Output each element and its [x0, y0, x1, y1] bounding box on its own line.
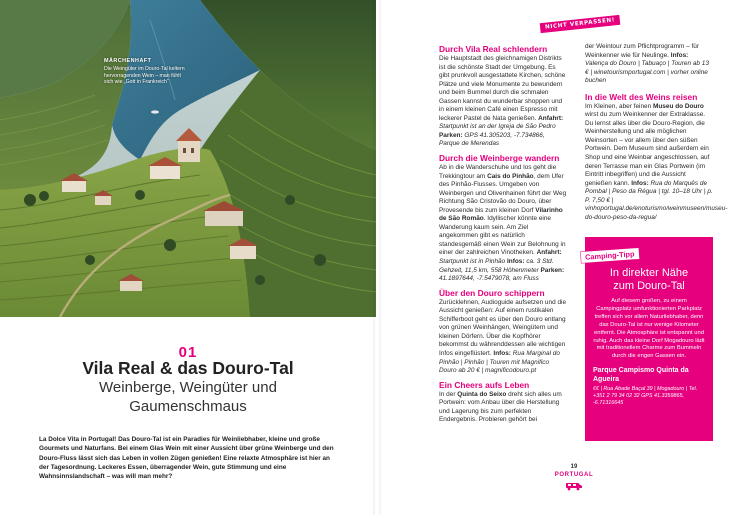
info-text: ca. 3 Std. Gehzeit, 11,5 km, 558 Höhenmeter: [439, 258, 554, 274]
camper-van-icon: [565, 481, 583, 491]
body-text: In der: [439, 390, 456, 398]
nicht-verpassen-tag: NICHT VERPASSEN!: [540, 15, 621, 33]
place-name: Quinta do Seixo: [457, 390, 507, 398]
section-heading-cheers: Ein Cheers aufs Leben: [439, 379, 530, 390]
body-text: Zurücklehnen, Audioguide aufsetzen und die Aussicht genießen: Auf einem rustikalen Schifferboot geht es über den Douro entlang von grünen Weinhängen, Weingütern und kleinen Dörfern. Über die Kopfhörer bekommst du währenddessen alle wichtigen Infos eingeflüstert.: [439, 298, 567, 357]
body-text: Ab in die Wanderschuhe und los geht die Trekkingtour am: [439, 164, 557, 180]
park-label: Parken:: [540, 266, 565, 274]
place-name: Vilarinho de São Romão: [439, 206, 563, 223]
place-name: Museu do Douro: [653, 102, 704, 110]
body-text: , dem Ufer des Pinhão-Flusses. Umgeben von Weinbergen und Olivenhainen führt der Weg Richtung São Cristovão do Douro, über Provesende bis zum kleinen Dorf: [439, 172, 567, 214]
section-text-welt-des-weins: [585, 102, 728, 223]
info-text: Valença do Douro | Tabuaço | Touren ab 13 € | winetourismportugal.com | vorher online buchen: [585, 60, 709, 85]
section-heading-douro-schippern: Über den Douro schippern: [439, 287, 545, 298]
page-number: 19: [570, 464, 578, 470]
info-text: Rua do Marquês de Pombal | Peso da Régua | tgl. 10–18 Uhr | p. P. 7,50 € | vinhoportugal.de/enoturismo/weinmuseen/museu-do-douro-peso-da-regua/: [585, 179, 728, 221]
camping-tip-tag: Camping-Tipp: [581, 248, 639, 263]
caption-title: MÄRCHENHAFT: [104, 58, 152, 64]
intro-paragraph: La Dolce Vita in Portugal! Das Douro-Tal ist ein Paradies für Weinliebhaber, kleine und große Gourmets und Naturfans. Bei einem Glas Wein mit einer Aussicht über grüne Weinberge und den Douro-Fluss lässt sich das Leben in vollen Zügen genießen! Eine relaxte Atmosphäre ist hier an der Tagesordnung. Leckeres Essen, überragender Wein, gute Stimmung und eine Wahnsinnslandschaft – was will man mehr?: [39, 436, 334, 481]
continued-text: [585, 43, 713, 86]
section-text-weinberge: [439, 164, 567, 284]
info-text: Startpunkt ist in Pinhão: [439, 258, 506, 266]
caption-text: Die Weingüter im Douro-Tal keltern hervorragenden Wein – man fühlt sich wie „Gott in Frankreich“: [104, 65, 185, 86]
section-text-vila-real: [439, 55, 567, 149]
chapter-subtitle: [0, 378, 376, 416]
body-text: dreht sich alles um Portwein: vom Anbau über die Herstellung und Lagerung bis zum perfekten Endergebnis. Probieren gehört bei: [439, 390, 562, 424]
body-text: . Idyllischer könnte eine Wanderung kaum sein. Am Ziel angekommen gibt es natürlich standesgemäß einen Wein zur Belohnung in einer der zahlreichen Vinotheken.: [439, 215, 566, 257]
park-text: 41.1897644, -7.5479078, am Fluss: [439, 275, 539, 283]
section-heading-vila-real: Durch Vila Real schlendern: [439, 44, 548, 54]
section-text-cheers: [439, 391, 567, 425]
camping-site-info: €€ | Rua Abade Baçal 39 | Mogadouro | Tel. +351 2 79 34 02 32 GPS 41.3359865, -6.71316645: [593, 385, 698, 406]
landscape-illustration: [0, 0, 376, 317]
chapter-subtitle-line-2: Gaumenschmaus: [129, 398, 247, 415]
park-text: GPS 41.305203, -7.734866, Parque de Merendas: [439, 131, 545, 148]
park-label: Parken:: [439, 131, 463, 139]
camping-tip-box: [585, 237, 713, 441]
section-heading-weinberge: Durch die Weinberge wandern: [439, 153, 560, 164]
camping-headline-line-2: zum Douro-Tal: [613, 279, 685, 292]
info-text: Startpunkt ist an der Igreja de São Pedro: [439, 123, 556, 131]
chapter-number: 01: [178, 344, 198, 361]
camping-site-name: Parque Campismo Quinta da Agueira: [593, 367, 689, 383]
column-1: [439, 40, 567, 425]
page-gutter: [373, 0, 381, 515]
douro-valley-photo: [0, 0, 376, 317]
body-text: der Weintour zum Pflichtprogramm – für Weinkenner wie für Neulinge.: [585, 43, 700, 59]
info-label: Anfahrt:: [538, 114, 564, 122]
body-text: Im Kleinen, aber feinen: [585, 102, 652, 110]
chapter-subtitle-line-1: Weinberge, Weingüter und: [99, 379, 277, 396]
section-heading-welt-des-weins: In die Welt des Weins reisen: [585, 91, 698, 102]
info-label: Infos:: [670, 51, 689, 59]
body-text: Die Hauptstadt des gleichnamigen Distrikts ist die schönste Stadt der Umgebung. Es gibt prunkvoll ausgestattete Kirchen, schöne Plätze und viele Monumente zu bewundern und beim Bummel durch die schmalen Gassen kannst du wunderbar shoppen und in einem kleinen Café einen Espresso mit leckerer Pastel de Nata genießen.: [439, 55, 566, 122]
footer-label: PORTUGAL: [554, 472, 594, 478]
camping-headline-line-1: In direkter Nähe: [609, 267, 689, 279]
info-label: Infos:: [631, 179, 649, 187]
photo-caption: [104, 58, 186, 86]
body-text: wirst du zum Weinkenner der Extraklasse. Du lernst alles über die Douro-Region, die Weinherstellung und alle möglichen Weinsorten – vor allem über den süßen Portwein. Dem Museum sind außerdem ein Shop und eine Weinbar angeschlossen, auf deren Terrasse man ein Glas Portwein (im Eintritt inbegriffen) und die Aussicht genießen kann.: [585, 111, 710, 187]
info-label: Anfahrt:: [536, 249, 562, 257]
camping-headline: [593, 267, 705, 292]
place-name: Cais do Pinhão: [487, 172, 534, 180]
camping-body: Auf diesem großen, zu einem Campingplatz umfunktionierten Parkplatz treffen sich vor allem Naturliebhaber, denn das Douro-Tal ist nur wenige Kilometer entfernt. Die Atmosphäre ist entspannt und ruhig. Auch das kleine Dorf Mogadouro lädt mit traditionellem Charme zum Bummeln durch die engen Gassen ein.: [593, 298, 705, 360]
column-2: [585, 40, 728, 222]
info-label: Infos:: [507, 258, 525, 266]
info-text: Rua Marginal do Pinhão | Pinhão | Touren mit Magnifico Douro ab 20 € | magnificodouro.pt: [439, 349, 560, 375]
chapter-title: Vila Real & das Douro-Tal: [82, 358, 294, 378]
info-label: Infos:: [493, 349, 511, 357]
section-text-douro-schippern: [439, 299, 567, 376]
